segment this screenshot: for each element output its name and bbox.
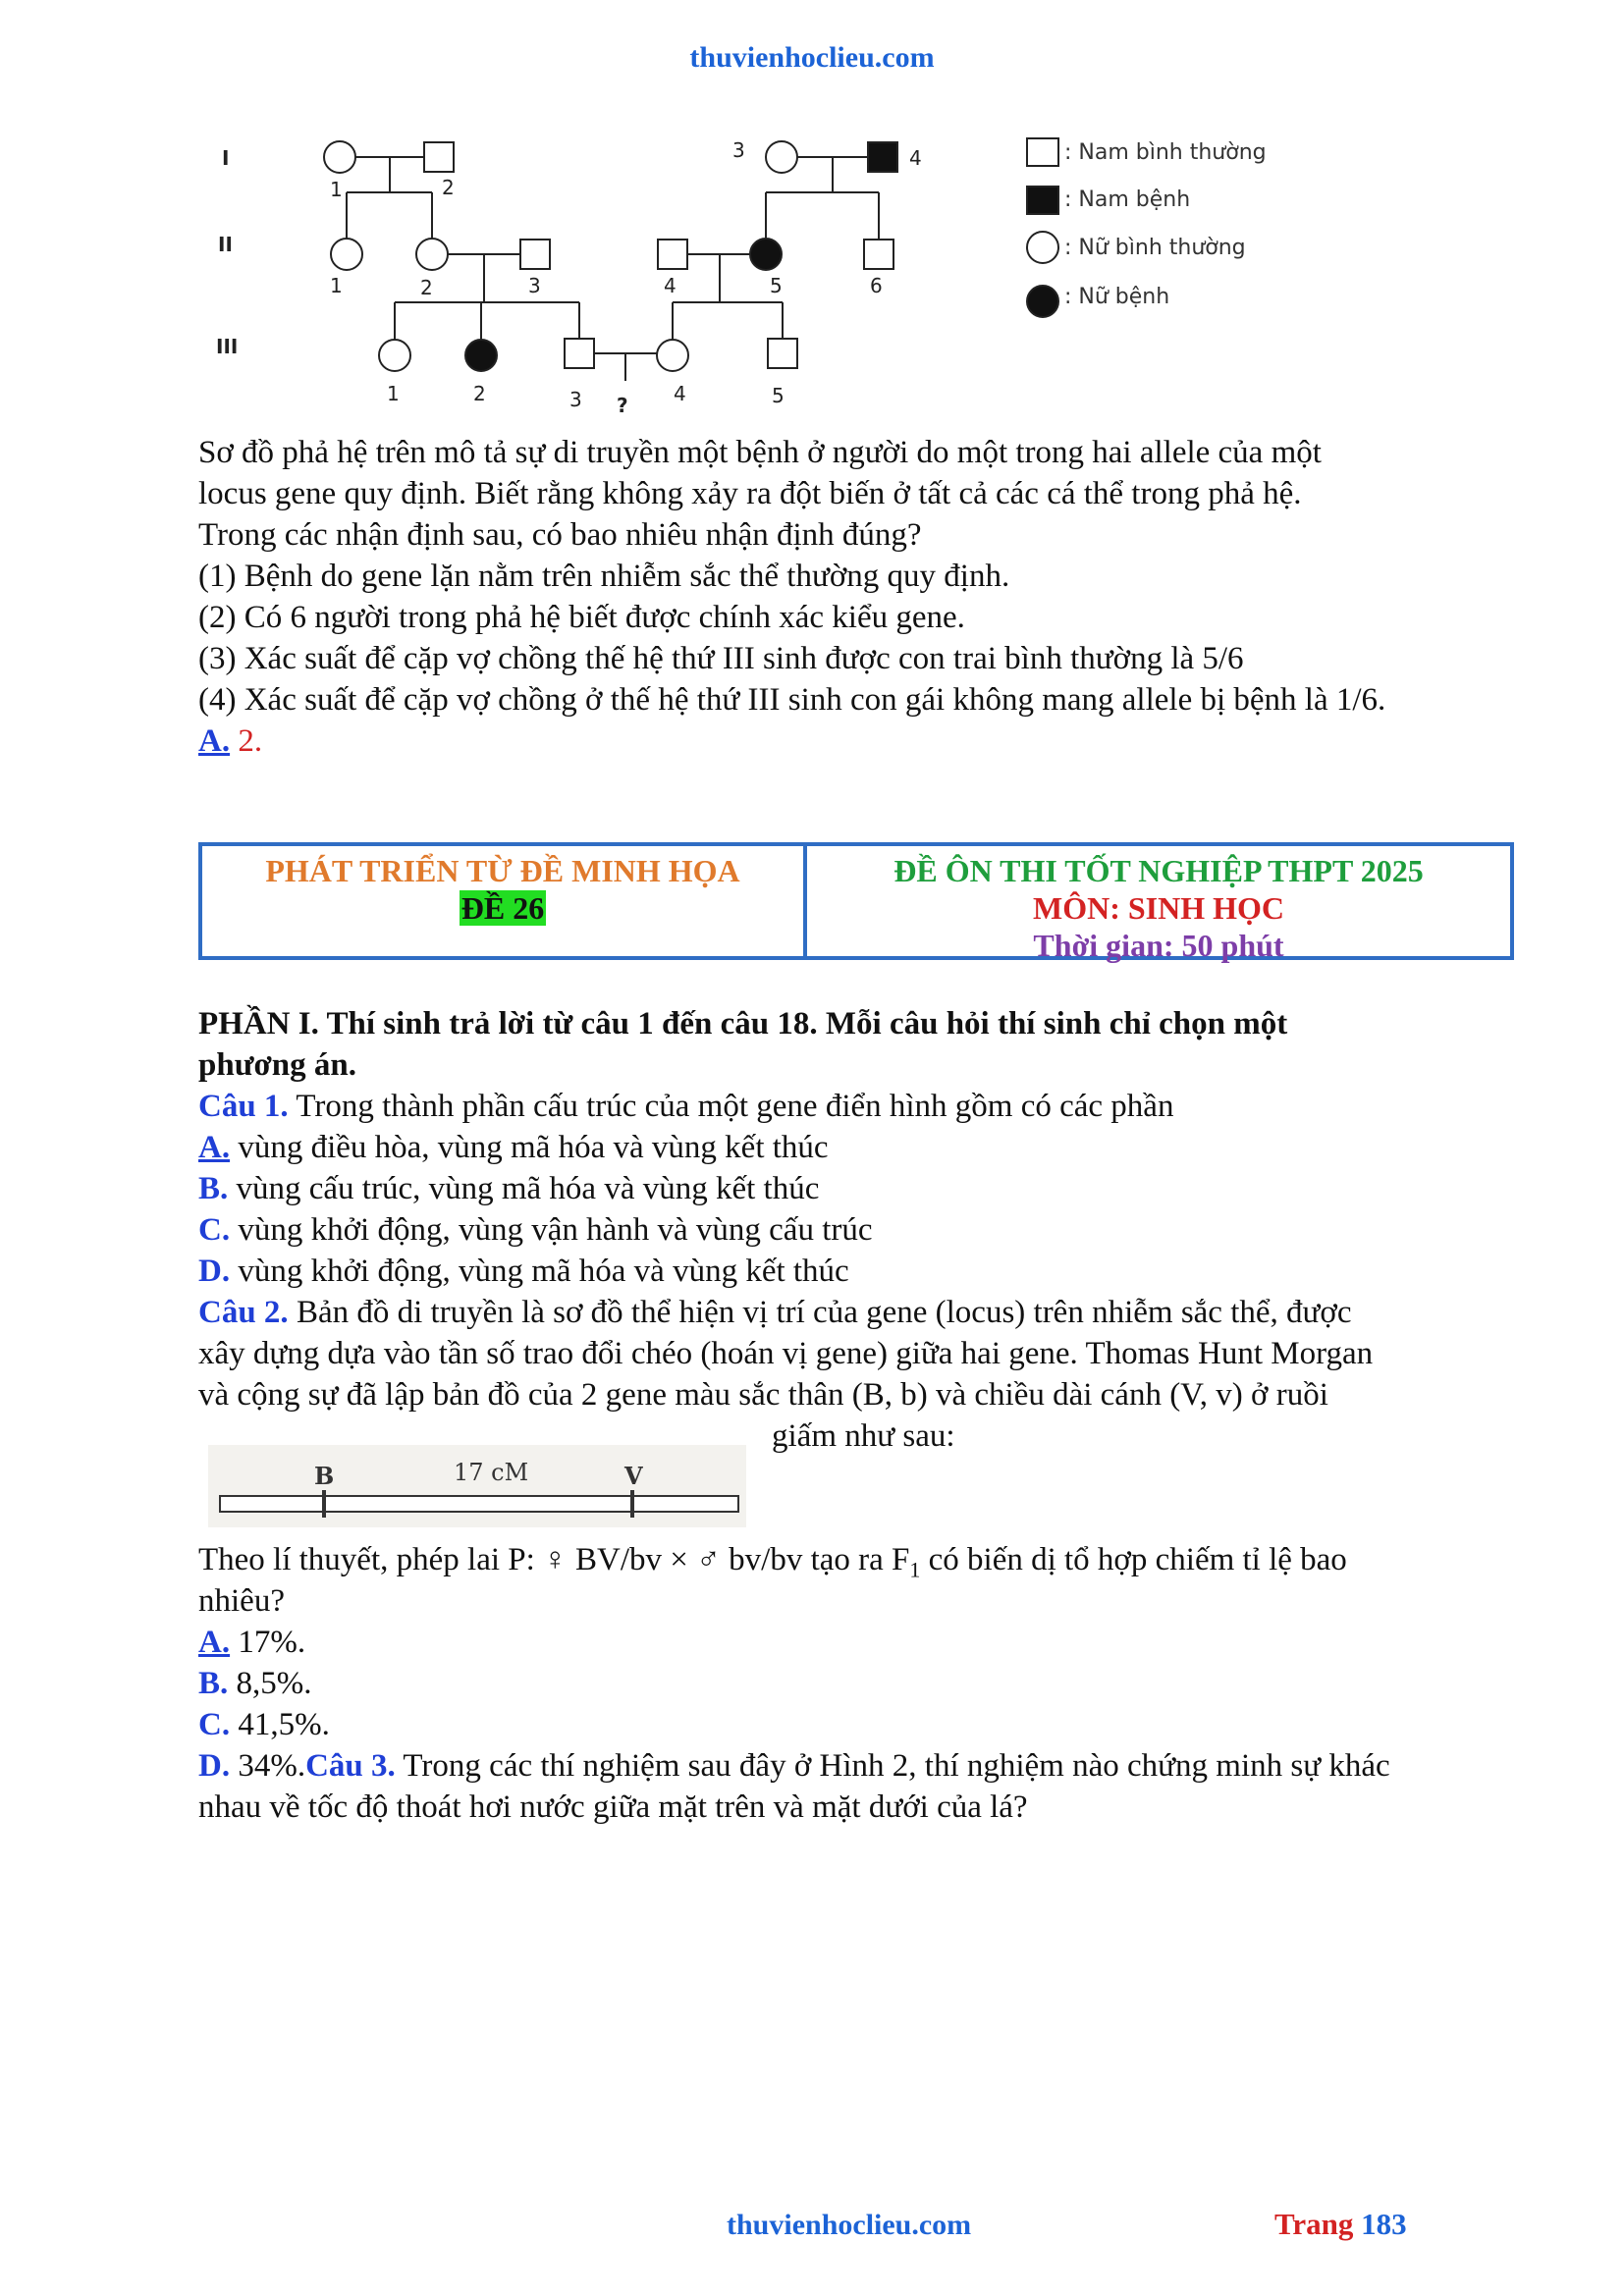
page-number xyxy=(1274,2207,1407,2242)
q1-option-d[interactable] xyxy=(198,1251,849,1292)
q2-option-a[interactable] xyxy=(198,1622,305,1663)
q2-stem xyxy=(198,1292,1352,1333)
gen-label-II: II xyxy=(218,233,233,256)
answer-label: A. xyxy=(198,723,231,759)
ped-num: 3 xyxy=(569,388,582,411)
ped-num: 1 xyxy=(330,274,343,297)
legend-label: : Nữ bệnh xyxy=(1064,285,1170,309)
q3-text: Trong các thí nghiệm sau đây ở Hình 2, thí nghiệm nào chứng minh sự khác xyxy=(395,1748,1390,1784)
part1-instructions: PHẦN I. Thí sinh trả lời từ câu 1 đến câu 18. Mỗi câu hỏi thí sinh chỉ chọn một xyxy=(198,1006,1288,1041)
exam-origin: PHÁT TRIỂN TỪ ĐỀ MINH HỌA xyxy=(265,853,740,888)
answer-value: 2. xyxy=(230,723,263,759)
q2-cross-cont: nhiêu? xyxy=(198,1583,285,1619)
cross-text: Theo lí thuyết, phép lai P: ♀ BV/bv × ♂ bv/bv tạo ra F xyxy=(198,1542,910,1577)
ped-num: 4 xyxy=(674,382,686,405)
ped-num: 2 xyxy=(473,382,486,405)
gene-map-figure xyxy=(208,1445,746,1527)
pedigree-diagram xyxy=(196,116,1316,420)
page-label: Trang xyxy=(1274,2207,1362,2241)
ped-I-1 xyxy=(324,141,355,173)
q2-stem-line: và cộng sự đã lập bản đồ của 2 gene màu sắc thân (B, b) và chiều dài cánh (V, v) ở ruồi xyxy=(198,1377,1328,1413)
q2-stem-line: giấm như sau: xyxy=(772,1418,955,1454)
option-text: 17%. xyxy=(230,1625,306,1660)
ped-III-3 xyxy=(565,339,594,368)
q2-label: Câu 2. xyxy=(198,1295,289,1330)
option-text: vùng điều hòa, vùng mã hóa và vùng kết thúc xyxy=(230,1130,829,1165)
header-site-link[interactable]: thuvienhoclieu.com xyxy=(689,41,935,74)
legend-label: : Nam bệnh xyxy=(1064,187,1191,212)
exam-header-box xyxy=(198,842,1514,963)
ped-num: 1 xyxy=(330,178,343,201)
q1-option-c[interactable] xyxy=(198,1209,873,1251)
option-text: 34%. xyxy=(230,1748,306,1784)
option-label: D. xyxy=(198,1254,231,1289)
part1-instructions-cont: phương án. xyxy=(198,1047,356,1083)
exam-subject: MÔN: SINH HỌC xyxy=(1033,890,1284,926)
prev-answer xyxy=(198,721,262,762)
ped-num: 6 xyxy=(870,274,883,297)
ped-I-4 xyxy=(868,142,897,172)
gen-label-I: I xyxy=(222,146,230,170)
option-label: C. xyxy=(198,1707,231,1742)
ped-num: 4 xyxy=(909,146,922,170)
ped-II-1 xyxy=(331,239,362,270)
ped-num: 2 xyxy=(420,276,433,299)
legend-square-filled-icon xyxy=(1027,187,1058,214)
option-label: A. xyxy=(198,1130,231,1165)
option-text: 8,5%. xyxy=(228,1666,312,1701)
ped-num: 1 xyxy=(387,382,400,405)
option-label: B. xyxy=(198,1666,229,1701)
legend-label: : Nam bình thường xyxy=(1064,140,1267,165)
option-text: vùng khởi động, vùng mã hóa và vùng kết thúc xyxy=(230,1254,849,1289)
prev-statement-3: (3) Xác suất để cặp vợ chồng thế hệ thứ III sinh được con trai bình thường là 5/6 xyxy=(198,641,1244,676)
option-label: D. xyxy=(198,1748,231,1784)
q2-option-b[interactable] xyxy=(198,1663,312,1704)
q1-option-b[interactable] xyxy=(198,1168,819,1209)
prev-statement-2: (2) Có 6 người trong phả hệ biết được chính xác kiểu gene. xyxy=(198,600,965,635)
ped-III-1 xyxy=(379,340,410,371)
prev-statement-1: (1) Bệnh do gene lặn nằm trên nhiễm sắc thể thường quy định. xyxy=(198,559,1010,594)
exam-title: ĐỀ ÔN THI TỐT NGHIỆP THPT 2025 xyxy=(893,853,1424,888)
exam-number: ĐỀ 26 xyxy=(460,890,545,926)
cross-subscript: 1 xyxy=(909,1557,921,1582)
q3-label: Câu 3. xyxy=(305,1748,396,1784)
option-label: C. xyxy=(198,1212,231,1248)
ped-num: 3 xyxy=(732,138,745,162)
gen-label-III: III xyxy=(216,335,239,358)
option-text: 41,5%. xyxy=(230,1707,330,1742)
legend-circle-open-icon xyxy=(1027,232,1058,263)
map-distance-label: 17 cM xyxy=(454,1459,529,1486)
exam-header-right xyxy=(807,846,1510,963)
ped-I-2 xyxy=(424,142,454,172)
question-mark: ? xyxy=(617,394,628,417)
option-text: vùng khởi động, vùng vận hành và vùng cấu trúc xyxy=(230,1212,873,1248)
ped-II-3 xyxy=(520,240,550,269)
q2-stem-line: xây dựng dựa vào tần số trao đổi chéo (hoán vị gene) giữa hai gene. Thomas Hunt Morgan xyxy=(198,1336,1374,1371)
ped-II-2 xyxy=(416,239,448,270)
ped-III-5 xyxy=(768,339,797,368)
ped-III-4 xyxy=(657,340,688,371)
ped-num: 5 xyxy=(772,384,785,407)
ped-num: 5 xyxy=(770,274,783,297)
option-label: A. xyxy=(198,1625,231,1660)
ped-num: 3 xyxy=(528,274,541,297)
ped-III-2 xyxy=(465,340,497,371)
page-number-value: 183 xyxy=(1361,2207,1407,2241)
option-text: vùng cấu trúc, vùng mã hóa và vùng kết thúc xyxy=(228,1171,820,1206)
q2-option-d[interactable] xyxy=(198,1745,1390,1787)
q1-stem xyxy=(198,1086,1173,1127)
ped-num: 4 xyxy=(664,274,677,297)
ped-II-5 xyxy=(750,239,782,270)
prev-question-line: locus gene quy định. Biết rằng không xảy ra đột biến ở tất cả các cá thể trong phả hệ. xyxy=(198,476,1302,511)
q1-text: Trong thành phần cấu trúc của một gene điển hình gồm có các phần xyxy=(288,1089,1174,1124)
prev-question-line: Sơ đồ phả hệ trên mô tả sự di truyền một bệnh ở người do một trong hai allele của một xyxy=(198,435,1322,470)
q2-option-c[interactable] xyxy=(198,1704,330,1745)
exam-duration: Thời gian: 50 phút xyxy=(1033,928,1284,963)
exam-header-left xyxy=(202,846,807,956)
footer-site-link[interactable]: thuvienhoclieu.com xyxy=(727,2209,972,2241)
q3-stem-line: nhau về tốc độ thoát hơi nước giữa mặt trên và mặt dưới của lá? xyxy=(198,1789,1028,1825)
q2-text: Bản đồ di truyền là sơ đồ thể hiện vị trí của gene (locus) trên nhiễm sắc thể, được xyxy=(288,1295,1352,1330)
ped-I-3 xyxy=(766,141,797,173)
legend-circle-filled-icon xyxy=(1027,286,1058,317)
ped-II-4 xyxy=(658,240,687,269)
legend-square-open-icon xyxy=(1027,138,1058,166)
prev-question-line: Trong các nhận định sau, có bao nhiêu nhận định đúng? xyxy=(198,517,922,553)
q2-cross xyxy=(198,1539,1347,1591)
ped-II-6 xyxy=(864,240,893,269)
ped-num: 2 xyxy=(442,176,455,199)
legend-label: : Nữ bình thường xyxy=(1064,236,1246,260)
q1-label: Câu 1. xyxy=(198,1089,289,1124)
gene-v-label: V xyxy=(624,1462,643,1490)
q1-option-a[interactable] xyxy=(198,1127,829,1168)
prev-statement-4: (4) Xác suất để cặp vợ chồng ở thế hệ thứ III sinh con gái không mang allele bị bệnh là 1/6. xyxy=(198,682,1386,718)
option-label: B. xyxy=(198,1171,229,1206)
cross-text-cont: có biến dị tổ hợp chiếm tỉ lệ bao xyxy=(920,1542,1347,1577)
gene-b-label: B xyxy=(314,1462,335,1490)
chromosome-bar xyxy=(220,1496,738,1512)
